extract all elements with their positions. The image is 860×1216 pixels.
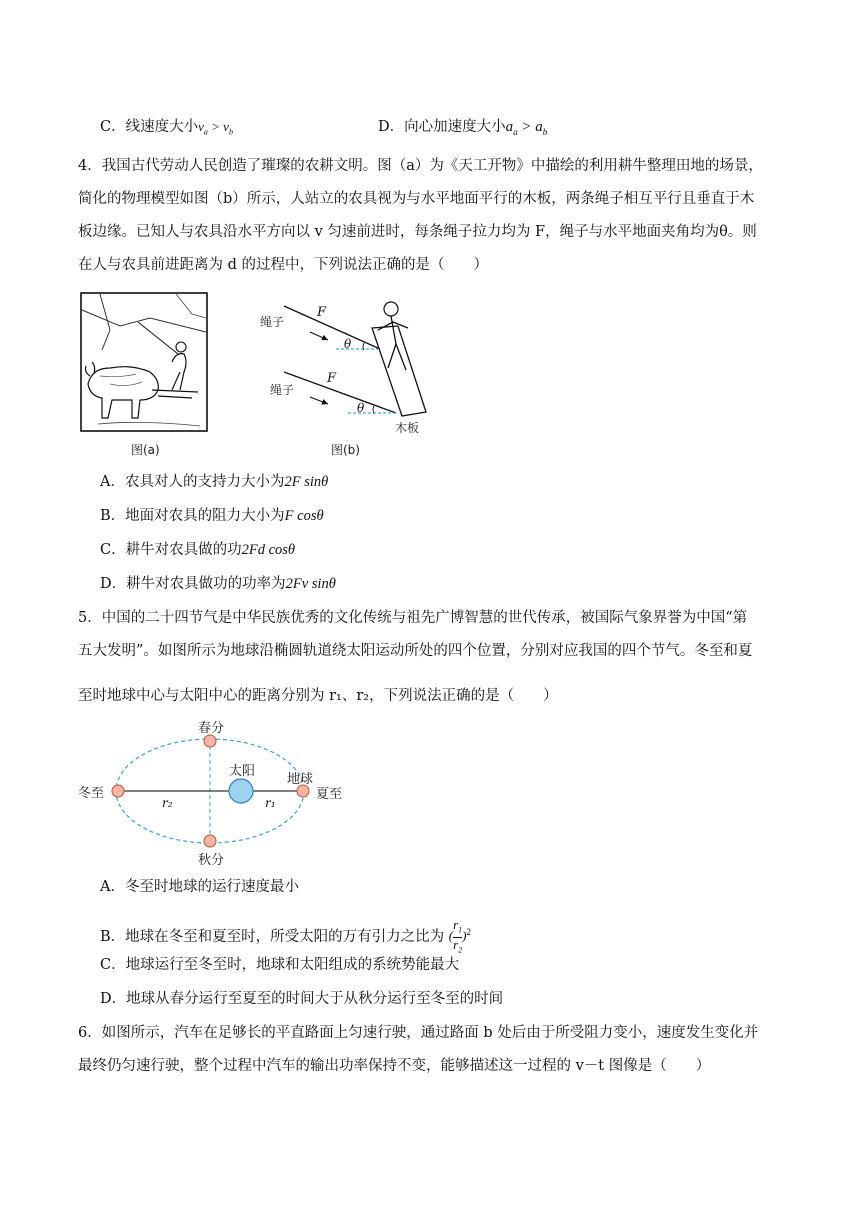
q4-stem-line-4: 在人与农具前进距离为 d 的过程中，下列说法正确的是（ ） <box>78 257 488 273</box>
q4-option-d-text: D．耕牛对农具做功的功率为 <box>100 576 286 592</box>
q4-figure-b-board-label: 木板 <box>395 421 420 435</box>
q3-option-d-text: D．向心加速度大小 <box>378 119 506 135</box>
earth-spring-icon <box>204 735 216 747</box>
q4-figure-a <box>80 292 208 432</box>
q4-stem-line-3: 板边缘。已知人与农具沿水平方向以 v 匀速前进时，每条绳子拉力均为 F，绳子与水平地面夹角均为θ。则 <box>78 224 757 240</box>
q4-option-a-text: A．农具对人的支持力大小为 <box>100 474 285 490</box>
q4-figure-b-angle-label-2: θ <box>357 401 365 415</box>
q4-option-a-math: 2F sinθ <box>284 474 329 490</box>
q3-option-d <box>378 117 547 142</box>
q4-option-a <box>100 472 328 492</box>
q5-option-b-text: B．地球在冬至和夏至时，所受太阳的万有引力之比为 <box>100 929 445 946</box>
q4-option-b-math: F cosθ <box>284 508 324 524</box>
q5-label-spring: 春分 <box>198 721 225 736</box>
q4-option-b <box>100 506 324 526</box>
q4-option-c-math: 2Fd cosθ <box>241 542 296 558</box>
q3-option-d-math: $a_a > a_b$ <box>505 119 548 137</box>
q6-stem-line-1: 6．如图所示，汽车在足够长的平直路面上匀速行驶，通过路面 b 处后由于所受阻力变小，速度发生变化并 <box>78 1025 759 1041</box>
q4-figure-a-caption: 图(a) <box>131 443 160 457</box>
q5-label-r1: r₁ <box>265 796 276 810</box>
q3-option-c <box>100 117 233 143</box>
q4-option-c-text: C．耕牛对农具做的功 <box>100 542 242 558</box>
q4-figure-b-caption: 图(b) <box>331 443 360 457</box>
q6-stem-line-2: 最终仍匀速行驶，整个过程中汽车的输出功率保持不变，能够描述这一过程的 v－t 图像是（ ） <box>78 1058 711 1074</box>
orbit-diagram <box>76 716 356 866</box>
q5-label-summer: 夏至 <box>316 787 343 802</box>
q5-option-b-fraction: ( $\frac{r_1}{r_2}$ )$^2$ <box>448 917 472 955</box>
earth-autumn-icon <box>204 835 216 847</box>
q4-option-d <box>100 574 336 594</box>
q4-figure-b-force-label-2: F <box>327 371 337 386</box>
q3-option-c-text: C．线速度大小 <box>100 119 199 135</box>
q4-figure-b-rope-label-1: 绳子 <box>260 315 285 329</box>
q4-figure-b-force-label-1: F <box>317 305 327 320</box>
q5-label-sun: 太阳 <box>229 764 256 779</box>
sun-icon <box>229 779 253 803</box>
q5-label-autumn: 秋分 <box>198 853 225 868</box>
q5-option-d: D．地球从春分运行至夏至的时间大于从秋分运行至冬至的时间 <box>100 991 504 1007</box>
ox-plowing-illustration <box>80 292 208 432</box>
q5-label-earth: 地球 <box>287 772 314 787</box>
q5-option-b <box>100 918 471 956</box>
q4-option-b-text: B．地面对农具的阻力大小为 <box>100 508 285 524</box>
q5-label-winter: 冬至 <box>78 786 105 801</box>
earth-winter-icon <box>112 785 124 797</box>
q5-stem-line-2: 五大发明”。如图所示为地球沿椭圆轨道绕太阳运动所处的四个位置，分别对应我国的四个节气。冬至和夏 <box>78 643 753 659</box>
q4-figure-b-rope-label-2: 绳子 <box>270 383 295 397</box>
q5-stem-line-1: 5．中国的二十四节气是中华民族优秀的文化传统与祖先广博智慧的世代传承，被国际气象界誉为中国“第 <box>78 610 748 626</box>
q4-option-d-math: 2Fv sinθ <box>285 576 336 592</box>
q4-option-c <box>100 540 295 560</box>
q5-option-a: A．冬至时地球的运行速度最小 <box>100 879 299 895</box>
q5-stem-line-3: 至时地球中心与太阳中心的距离分别为 r₁、r₂，下列说法正确的是（ ） <box>78 688 558 704</box>
q4-stem-line-2: 简化的物理模型如图（b）所示，人站立的农具视为与水平地面平行的木板，两条绳子相互平行且垂直于木 <box>78 191 755 207</box>
q5-orbit-figure <box>76 716 356 866</box>
q5-label-r2: r₂ <box>162 796 173 810</box>
q4-figure-b-angle-label-1: θ <box>344 337 352 351</box>
q4-stem-line-1: 4．我国古代劳动人民创造了璀璨的农耕文明。图（a）为《天工开物》中描绘的利用耕牛整理田地的场景， <box>78 158 763 174</box>
q5-option-c: C．地球运行至冬至时，地球和太阳组成的系统势能最大 <box>100 957 460 973</box>
q3-option-c-math: $v_a > v_b$ <box>198 119 233 137</box>
